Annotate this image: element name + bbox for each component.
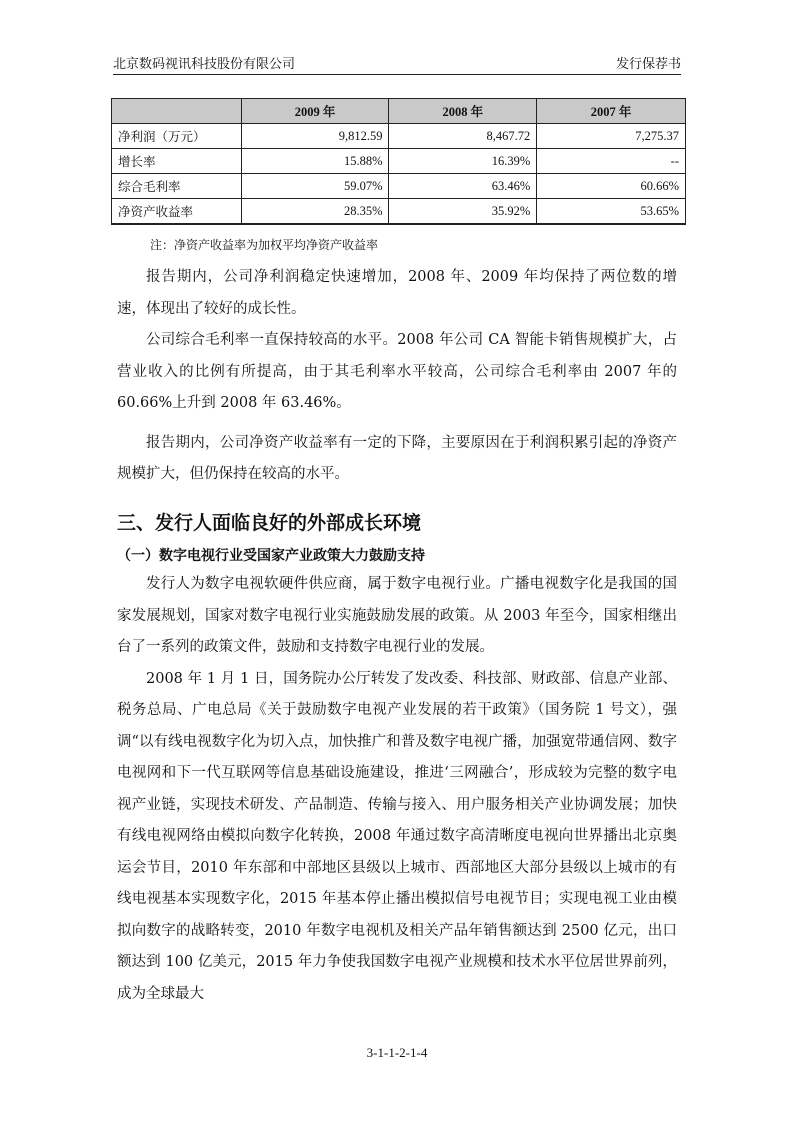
table-cell: 15.88% bbox=[241, 149, 389, 174]
table-cell: 28.35% bbox=[241, 199, 389, 225]
table-header-cell: 2008 年 bbox=[389, 99, 537, 124]
page-number: 3-1-1-2-1-4 bbox=[366, 1045, 428, 1060]
policy-paragraphs bbox=[117, 569, 677, 1010]
row-label: 综合毛利率 bbox=[112, 174, 242, 199]
table-note: 注：净资产收益率为加权平均净资产收益率 bbox=[150, 238, 379, 252]
table-row bbox=[112, 174, 686, 199]
table-header-cell bbox=[112, 99, 242, 124]
section-heading: 三、发行人面临良好的外部成长环境 bbox=[117, 512, 422, 534]
table-header-row bbox=[112, 99, 686, 124]
paragraph: 报告期内，公司净利润稳定快速增加，2008 年、2009 年均保持了两位数的增速，体现出了较好的成长性。 bbox=[117, 269, 677, 317]
financial-table bbox=[111, 98, 686, 225]
paragraph: 发行人为数字电视软硬件供应商，属于数字电视行业。广播电视数字化是我国的国家发展规划，国家对数字电视行业实施鼓励发展的政策。从 2003 年至今，国家相继出台了一系列的政策文件，鼓励和支持数字电视行业的发展。 bbox=[117, 576, 677, 655]
table-header-cell: 2007 年 bbox=[537, 99, 686, 124]
table-cell: 7,275.37 bbox=[537, 124, 686, 149]
table-cell: 53.65% bbox=[537, 199, 686, 225]
table-row bbox=[112, 149, 686, 174]
table-cell: 59.07% bbox=[241, 174, 389, 199]
row-label: 净利润（万元） bbox=[112, 124, 242, 149]
table-cell: 8,467.72 bbox=[389, 124, 537, 149]
row-label: 净资产收益率 bbox=[112, 199, 242, 225]
paragraph: 报告期内，公司净资产收益率有一定的下降，主要原因在于利润积累引起的净资产规模扩大，但仍保持在较高的水平。 bbox=[117, 434, 677, 482]
page-header bbox=[113, 48, 681, 75]
row-label: 增长率 bbox=[112, 149, 242, 174]
table-cell: 9,812.59 bbox=[241, 124, 389, 149]
table-cell: 35.92% bbox=[389, 199, 537, 225]
header-doc-type: 发行保荐书 bbox=[615, 57, 681, 72]
table-row bbox=[112, 124, 686, 149]
table-header-cell: 2009 年 bbox=[241, 99, 389, 124]
table-cell: 63.46% bbox=[389, 174, 537, 199]
table-row bbox=[112, 199, 686, 225]
header-company: 北京数码视讯科技股份有限公司 bbox=[113, 57, 296, 72]
subsection-heading: （一）数字电视行业受国家产业政策大力鼓励支持 bbox=[117, 548, 425, 564]
table-cell: 60.66% bbox=[537, 174, 686, 199]
paragraph: 2008 年 1 月 1 日，国务院办公厅转发了发改委、科技部、财政部、信息产业部、税务总局、广电总局《关于鼓励数字电视产业发展的若干政策》（国务院 1 号文），强调“以有线电视数字化为切入点，加快推广和普及数字电视广播，加强宽带通信网、数字电视网和下一代互联网等信息基础设施建设，推进‘三网融合’，形成较为完整的数字电视产业链，实现技术研发、产品制造、传输与接入、用户服务相关产业协调发展；加快有线电视网络由模拟向数字化转换，2008 年通过数字高清晰度电视向世界播出北京奥运会节目，2010 年东部和中部地区县级以上城市、西部地区大部分县级以上城市的有线电视基本实现数字化，2015 年基本停止播出模拟信号电视节目；实现电视工业由模拟向数字的战略转变，2010 年数字电视机及相关产品年销售额达到 2500 亿元，出口额达到 100 亿美元，2015 年力争使我国数字电视产业规模和技术水平位居世界前列，成为全球最大 bbox=[117, 670, 677, 1002]
analysis-paragraphs bbox=[117, 262, 677, 491]
table-cell: 16.39% bbox=[389, 149, 537, 174]
paragraph: 公司综合毛利率一直保持较高的水平。2008 年公司 CA 智能卡销售规模扩大，占营业收入的比例有所提高，由于其毛利率水平较高，公司综合毛利率由 2007 年的 60.66%上升到 2008 年 63.46%。 bbox=[117, 332, 677, 411]
table-cell: -- bbox=[537, 149, 686, 174]
